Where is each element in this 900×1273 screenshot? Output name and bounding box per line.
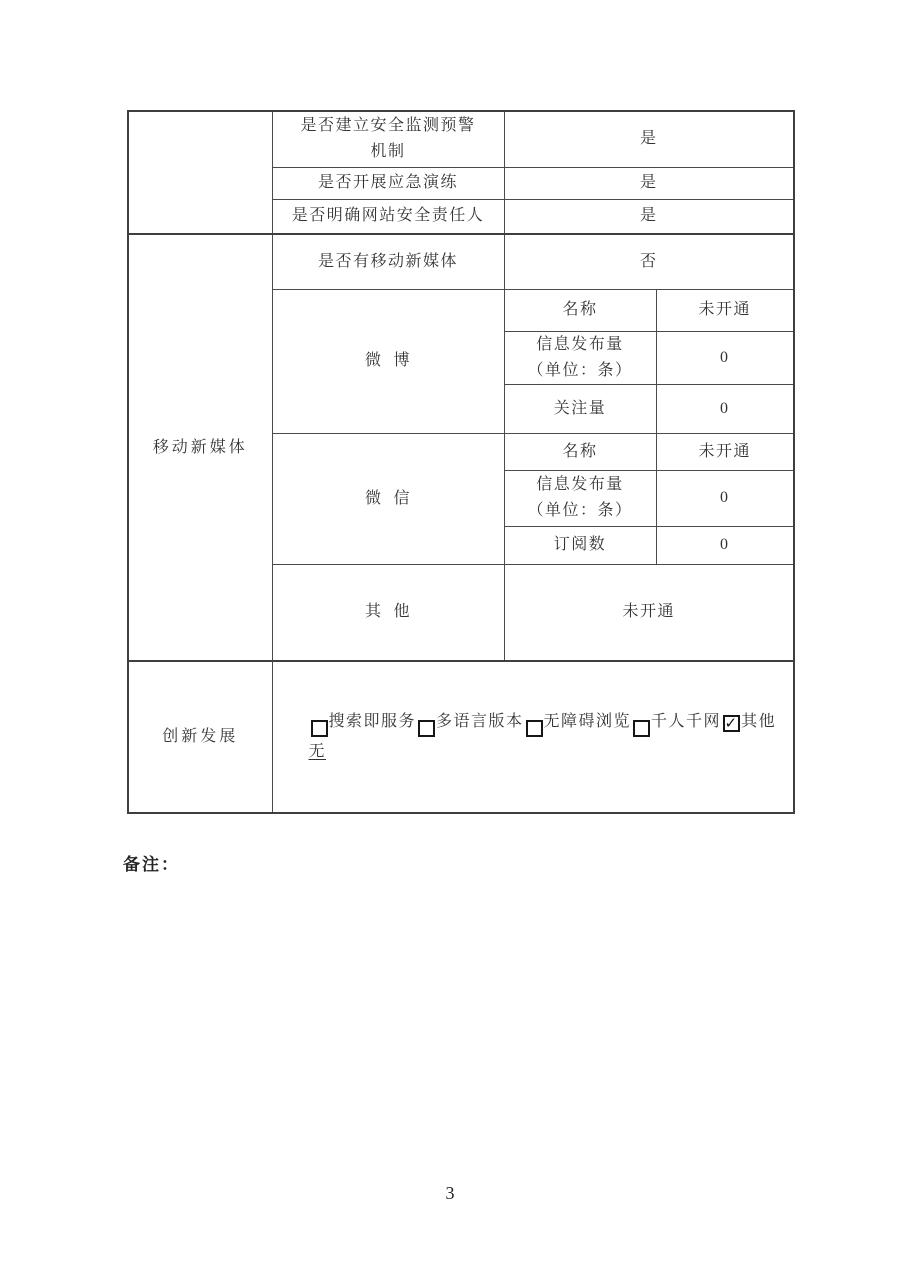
checkbox-option xyxy=(416,713,524,730)
wechat-metric-value: 未开通 xyxy=(656,433,794,470)
security-row-label: 是否开展应急演练 xyxy=(272,167,504,199)
innovation-group-label: 创新发展 xyxy=(128,661,272,813)
checkbox-option xyxy=(721,713,776,730)
weibo-metric-value: 未开通 xyxy=(656,289,794,331)
mobile-media-group-label: 移动新媒体 xyxy=(128,234,272,661)
weibo-metric-value: 0 xyxy=(656,331,794,384)
security-row-label xyxy=(272,111,504,167)
checkbox-option xyxy=(524,713,632,730)
has-mobile-media-value: 否 xyxy=(504,234,794,289)
wechat-metric-label: 订阅数 xyxy=(504,526,656,564)
metric-label-line: 信息发布量 xyxy=(536,335,624,353)
checkbox-search-service[interactable] xyxy=(311,720,328,737)
wechat-metric-value: 0 xyxy=(656,470,794,526)
checkbox-label: 千人千网 xyxy=(651,713,722,730)
has-mobile-media-label: 是否有移动新媒体 xyxy=(272,234,504,289)
innovation-content-cell xyxy=(272,661,794,813)
security-row-value: 是 xyxy=(504,199,794,234)
weibo-metric-label xyxy=(504,331,656,384)
metric-label-line: （单位：条） xyxy=(527,502,633,519)
row-group-label-empty xyxy=(128,111,272,234)
checkbox-label: 其他 xyxy=(741,713,777,730)
security-row-value: 是 xyxy=(504,111,794,167)
checkbox-option xyxy=(631,713,721,730)
metric-label-line: 信息发布量 xyxy=(536,476,624,493)
security-row-label: 是否明确网站安全责任人 xyxy=(272,199,504,234)
security-row-value: 是 xyxy=(504,167,794,199)
innovation-other-text: 无 xyxy=(308,743,327,760)
wechat-metric-label xyxy=(504,470,656,526)
security-label-line: 机制 xyxy=(370,143,406,161)
checkbox-label: 搜索即服务 xyxy=(328,713,417,730)
metric-label-line: （单位：条） xyxy=(527,361,633,379)
other-media-label: 其 他 xyxy=(272,564,504,661)
checkbox-other[interactable] xyxy=(723,715,740,732)
checkbox-option xyxy=(309,713,417,730)
innovation-other-line xyxy=(309,737,784,767)
checkbox-multilingual[interactable] xyxy=(418,720,435,737)
other-media-value: 未开通 xyxy=(504,564,794,661)
checkbox-label: 多语言版本 xyxy=(436,713,524,730)
weibo-metric-label: 关注量 xyxy=(504,384,656,433)
checkbox-personalized[interactable] xyxy=(633,720,650,737)
checkbox-accessibility[interactable] xyxy=(526,720,543,737)
weibo-label: 微 博 xyxy=(272,289,504,433)
checkmark-icon: ✓ xyxy=(724,714,739,732)
checkbox-label: 无障碍浏览 xyxy=(543,713,632,730)
annual-report-table xyxy=(127,110,795,814)
page-number: 3 xyxy=(445,1183,455,1203)
weibo-metric-label: 名称 xyxy=(504,289,656,331)
wechat-metric-value: 0 xyxy=(656,526,794,564)
innovation-options xyxy=(309,707,784,737)
security-label-line: 是否建立安全监测预警 xyxy=(300,117,476,135)
wechat-metric-label: 名称 xyxy=(504,433,656,470)
weibo-metric-value: 0 xyxy=(656,384,794,433)
notes-label: 备注： xyxy=(123,855,180,875)
wechat-label: 微 信 xyxy=(272,433,504,564)
